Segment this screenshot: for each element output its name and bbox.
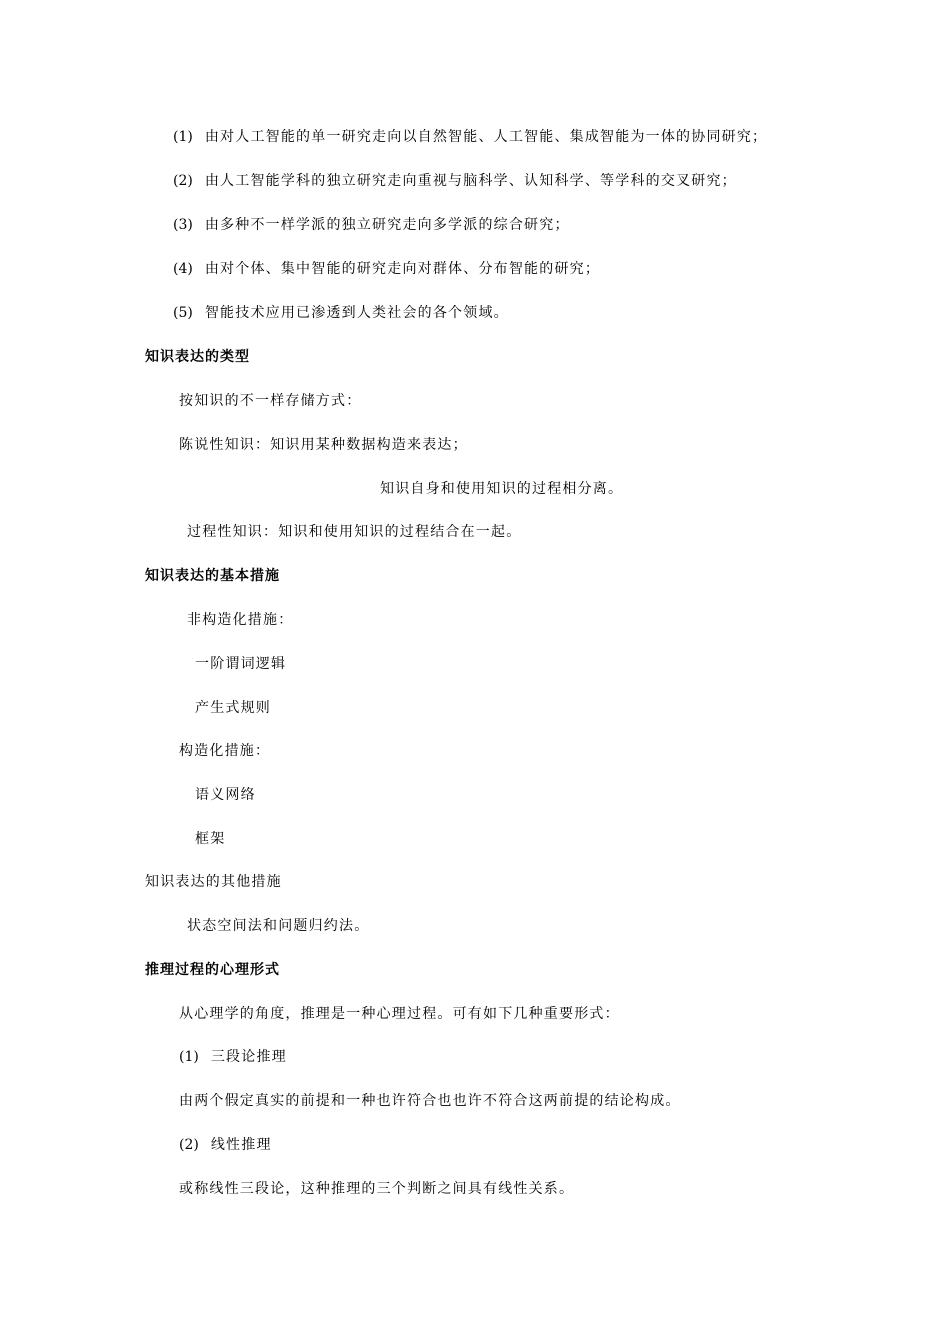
trend-item-1 [173,127,767,147]
other-methods-text: 状态空间法和问题归约法。 [187,918,370,934]
structured-methods-label: 构造化措施： [179,743,271,759]
trend-item-3 [173,215,570,235]
trend-item-number: (1) [173,129,193,145]
reasoning-form-number: (2) [179,1137,199,1153]
trend-item-text: 由人工智能学科的独立研究走向重视与脑科学、认知科学、等学科的交叉研究； [204,173,737,189]
section-heading-basic-methods: 知识表达的基本措施 [145,568,280,584]
trend-item-2 [173,171,737,191]
trend-item-text: 智能技术应用已渗透到人类社会的各个领域。 [204,305,509,321]
trend-item-number: (3) [173,217,193,233]
reasoning-form-title: 三段论推理 [210,1049,287,1065]
reasoning-form-number: (1) [179,1049,199,1065]
reasoning-form-1-desc: 由两个假定真实的前提和一种也许符合也也许不符合这两前提的结论构成。 [179,1093,681,1109]
trend-item-4 [173,259,600,279]
section-heading-reasoning-forms: 推理过程的心理形式 [145,962,280,978]
section-heading-other-methods: 知识表达的其他措施 [145,874,282,890]
trend-item-5 [173,303,509,323]
trend-item-text: 由多种不一样学派的独立研究走向多学派的综合研究； [204,217,570,233]
trend-item-number: (5) [173,305,193,321]
section-heading-knowledge-types: 知识表达的类型 [145,349,250,365]
reasoning-forms-intro: 从心理学的角度，推理是一种心理过程。可有如下几种重要形式： [179,1006,620,1022]
trend-item-text: 由对个体、集中智能的研究走向对群体、分布智能的研究； [204,261,601,277]
method-production-rules: 产生式规则 [195,700,271,716]
reasoning-form-2 [179,1135,272,1155]
procedural-knowledge: 过程性知识：知识和使用知识的过程结合在一起。 [187,524,522,540]
reasoning-form-1 [179,1047,287,1067]
trend-item-number: (4) [173,261,193,277]
knowledge-types-intro: 按知识的不一样存储方式： [179,393,362,409]
reasoning-form-2-desc: 或称线性三段论，这种推理的三个判断之间具有线性关系。 [179,1181,575,1197]
declarative-knowledge: 陈说性知识：知识用某种数据构造来表达； [179,437,468,453]
declarative-knowledge-note: 知识自身和使用知识的过程相分离。 [380,481,624,497]
method-first-order-logic: 一阶谓词逻辑 [195,656,287,672]
reasoning-form-title: 线性推理 [210,1137,272,1153]
trend-item-number: (2) [173,173,193,189]
nonstructured-methods-label: 非构造化措施： [187,612,294,628]
method-semantic-network: 语义网络 [195,787,256,803]
method-frame: 框架 [195,831,226,847]
trend-item-text: 由对人工智能的单一研究走向以自然智能、人工智能、集成智能为一体的协同研究； [204,129,768,145]
